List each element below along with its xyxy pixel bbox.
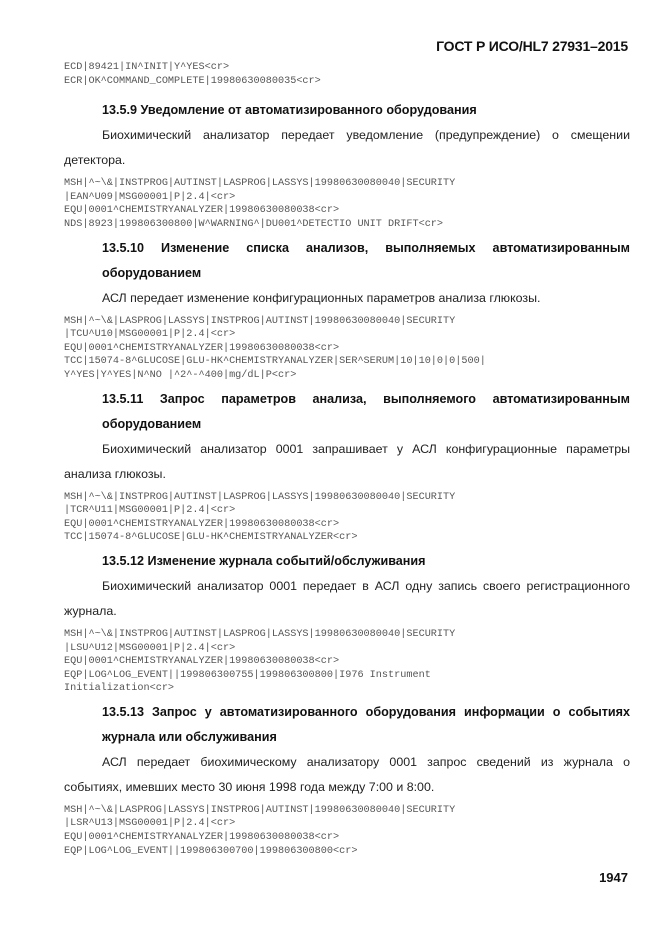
- section-paragraph: АСЛ передает биохимическому анализатору 0001 запрос сведений из журнала о событиях, имевших место 30 июня 1998 года между 7:00 и 8:00.: [64, 754, 630, 794]
- code-line: TCC|15074-8^GLUCOSE|GLU-HK^CHEMISTRYANALYZER<cr>: [64, 532, 358, 544]
- section-13-5-12: [64, 549, 630, 696]
- section-title: 13.5.11 Запрос параметров анализа, выполняемого автоматизированным оборудованием: [102, 391, 630, 431]
- code-block: [64, 315, 630, 383]
- code-line: |TCR^U11|MSG00001|P|2.4|<cr>: [64, 505, 236, 517]
- section-13-5-9: [64, 98, 630, 231]
- code-line: MSH|^~\&|LASPROG|LASSYS|INSTPROG|AUTINST|19980630080040|SECURITY: [64, 804, 456, 816]
- code-line: MSH|^~\&|LASPROG|LASSYS|INSTPROG|AUTINST|19980630080040|SECURITY: [64, 315, 456, 327]
- code-line: EQU|0001^CHEMISTRYANALYZER|19980630080038<cr>: [64, 832, 340, 844]
- code-block: [64, 804, 630, 858]
- code-block: [64, 177, 630, 231]
- page-content: [64, 61, 630, 862]
- section-13-5-11: [64, 387, 630, 545]
- code-line: |LSR^U13|MSG00001|P|2.4|<cr>: [64, 818, 236, 830]
- code-line: Y^YES|Y^YES|N^NO |^2^-^400|mg/dL|P<cr>: [64, 369, 297, 381]
- code-line: EQU|0001^CHEMISTRYANALYZER|19980630080038<cr>: [64, 656, 340, 668]
- section-13-5-13: [64, 700, 630, 858]
- code-line: Initialization<cr>: [64, 683, 175, 695]
- code-block: [64, 628, 630, 696]
- code-line: |EAN^U09|MSG00001|P|2.4|<cr>: [64, 191, 236, 203]
- code-line: EQU|0001^CHEMISTRYANALYZER|19980630080038<cr>: [64, 205, 340, 217]
- code-line: MSH|^~\&|INSTPROG|AUTINST|LASPROG|LASSYS|19980630080040|SECURITY: [64, 178, 456, 190]
- code-line: |TCU^U10|MSG00001|P|2.4|<cr>: [64, 329, 236, 341]
- code-line: TCC|15074-8^GLUCOSE|GLU-HK^CHEMISTRYANALYZER|SER^SERUM|10|10|0|0|500|: [64, 356, 486, 368]
- section-paragraph: Биохимический анализатор передает уведомление (предупреждение) о смещении детектора.: [64, 128, 630, 168]
- code-block-intro: [64, 61, 630, 88]
- section-title: 13.5.13 Запрос у автоматизированного оборудования информации о событиях журнала или обслуживания: [102, 704, 630, 744]
- code-line: EQP|LOG^LOG_EVENT||199806300755|199806300800|I976 Instrument: [64, 669, 431, 681]
- section-paragraph: АСЛ передает изменение конфигурационных параметров анализа глюкозы.: [102, 290, 541, 305]
- code-line: EQP|LOG^LOG_EVENT||199806300700|199806300800<cr>: [64, 845, 358, 857]
- code-line: ECD|89421|IN^INIT|Y^YES<cr>: [64, 62, 230, 73]
- code-line: ECR|OK^COMMAND_COMPLETE|19980630080035<cr>: [64, 75, 321, 87]
- code-block: [64, 491, 630, 545]
- section-13-5-10: [64, 236, 630, 383]
- section-paragraph: Биохимический анализатор 0001 запрашивает у АСЛ конфигурационные параметры анализа глюкозы.: [64, 441, 630, 481]
- page-number: 1947: [599, 870, 628, 885]
- code-line: MSH|^~\&|INSTPROG|AUTINST|LASPROG|LASSYS|19980630080040|SECURITY: [64, 628, 456, 640]
- section-title: 13.5.9 Уведомление от автоматизированного оборудования: [102, 103, 477, 118]
- section-paragraph: Биохимический анализатор 0001 передает в АСЛ одну запись своего регистрационного журнала.: [64, 578, 630, 618]
- section-title: 13.5.10 Изменение списка анализов, выполняемых автоматизированным оборудованием: [102, 240, 630, 280]
- document-header: ГОСТ Р ИСО/HL7 27931–2015: [436, 38, 628, 54]
- code-line: NDS|8923|199806300800|W^WARNING^|DU001^DETECTIO UNIT DRIFT<cr>: [64, 218, 444, 230]
- code-line: EQU|0001^CHEMISTRYANALYZER|19980630080038<cr>: [64, 518, 340, 530]
- section-title: 13.5.12 Изменение журнала событий/обслуживания: [102, 553, 426, 568]
- code-line: MSH|^~\&|INSTPROG|AUTINST|LASPROG|LASSYS|19980630080040|SECURITY: [64, 491, 456, 503]
- code-line: |LSU^U12|MSG00001|P|2.4|<cr>: [64, 642, 236, 654]
- code-line: EQU|0001^CHEMISTRYANALYZER|19980630080038<cr>: [64, 342, 340, 354]
